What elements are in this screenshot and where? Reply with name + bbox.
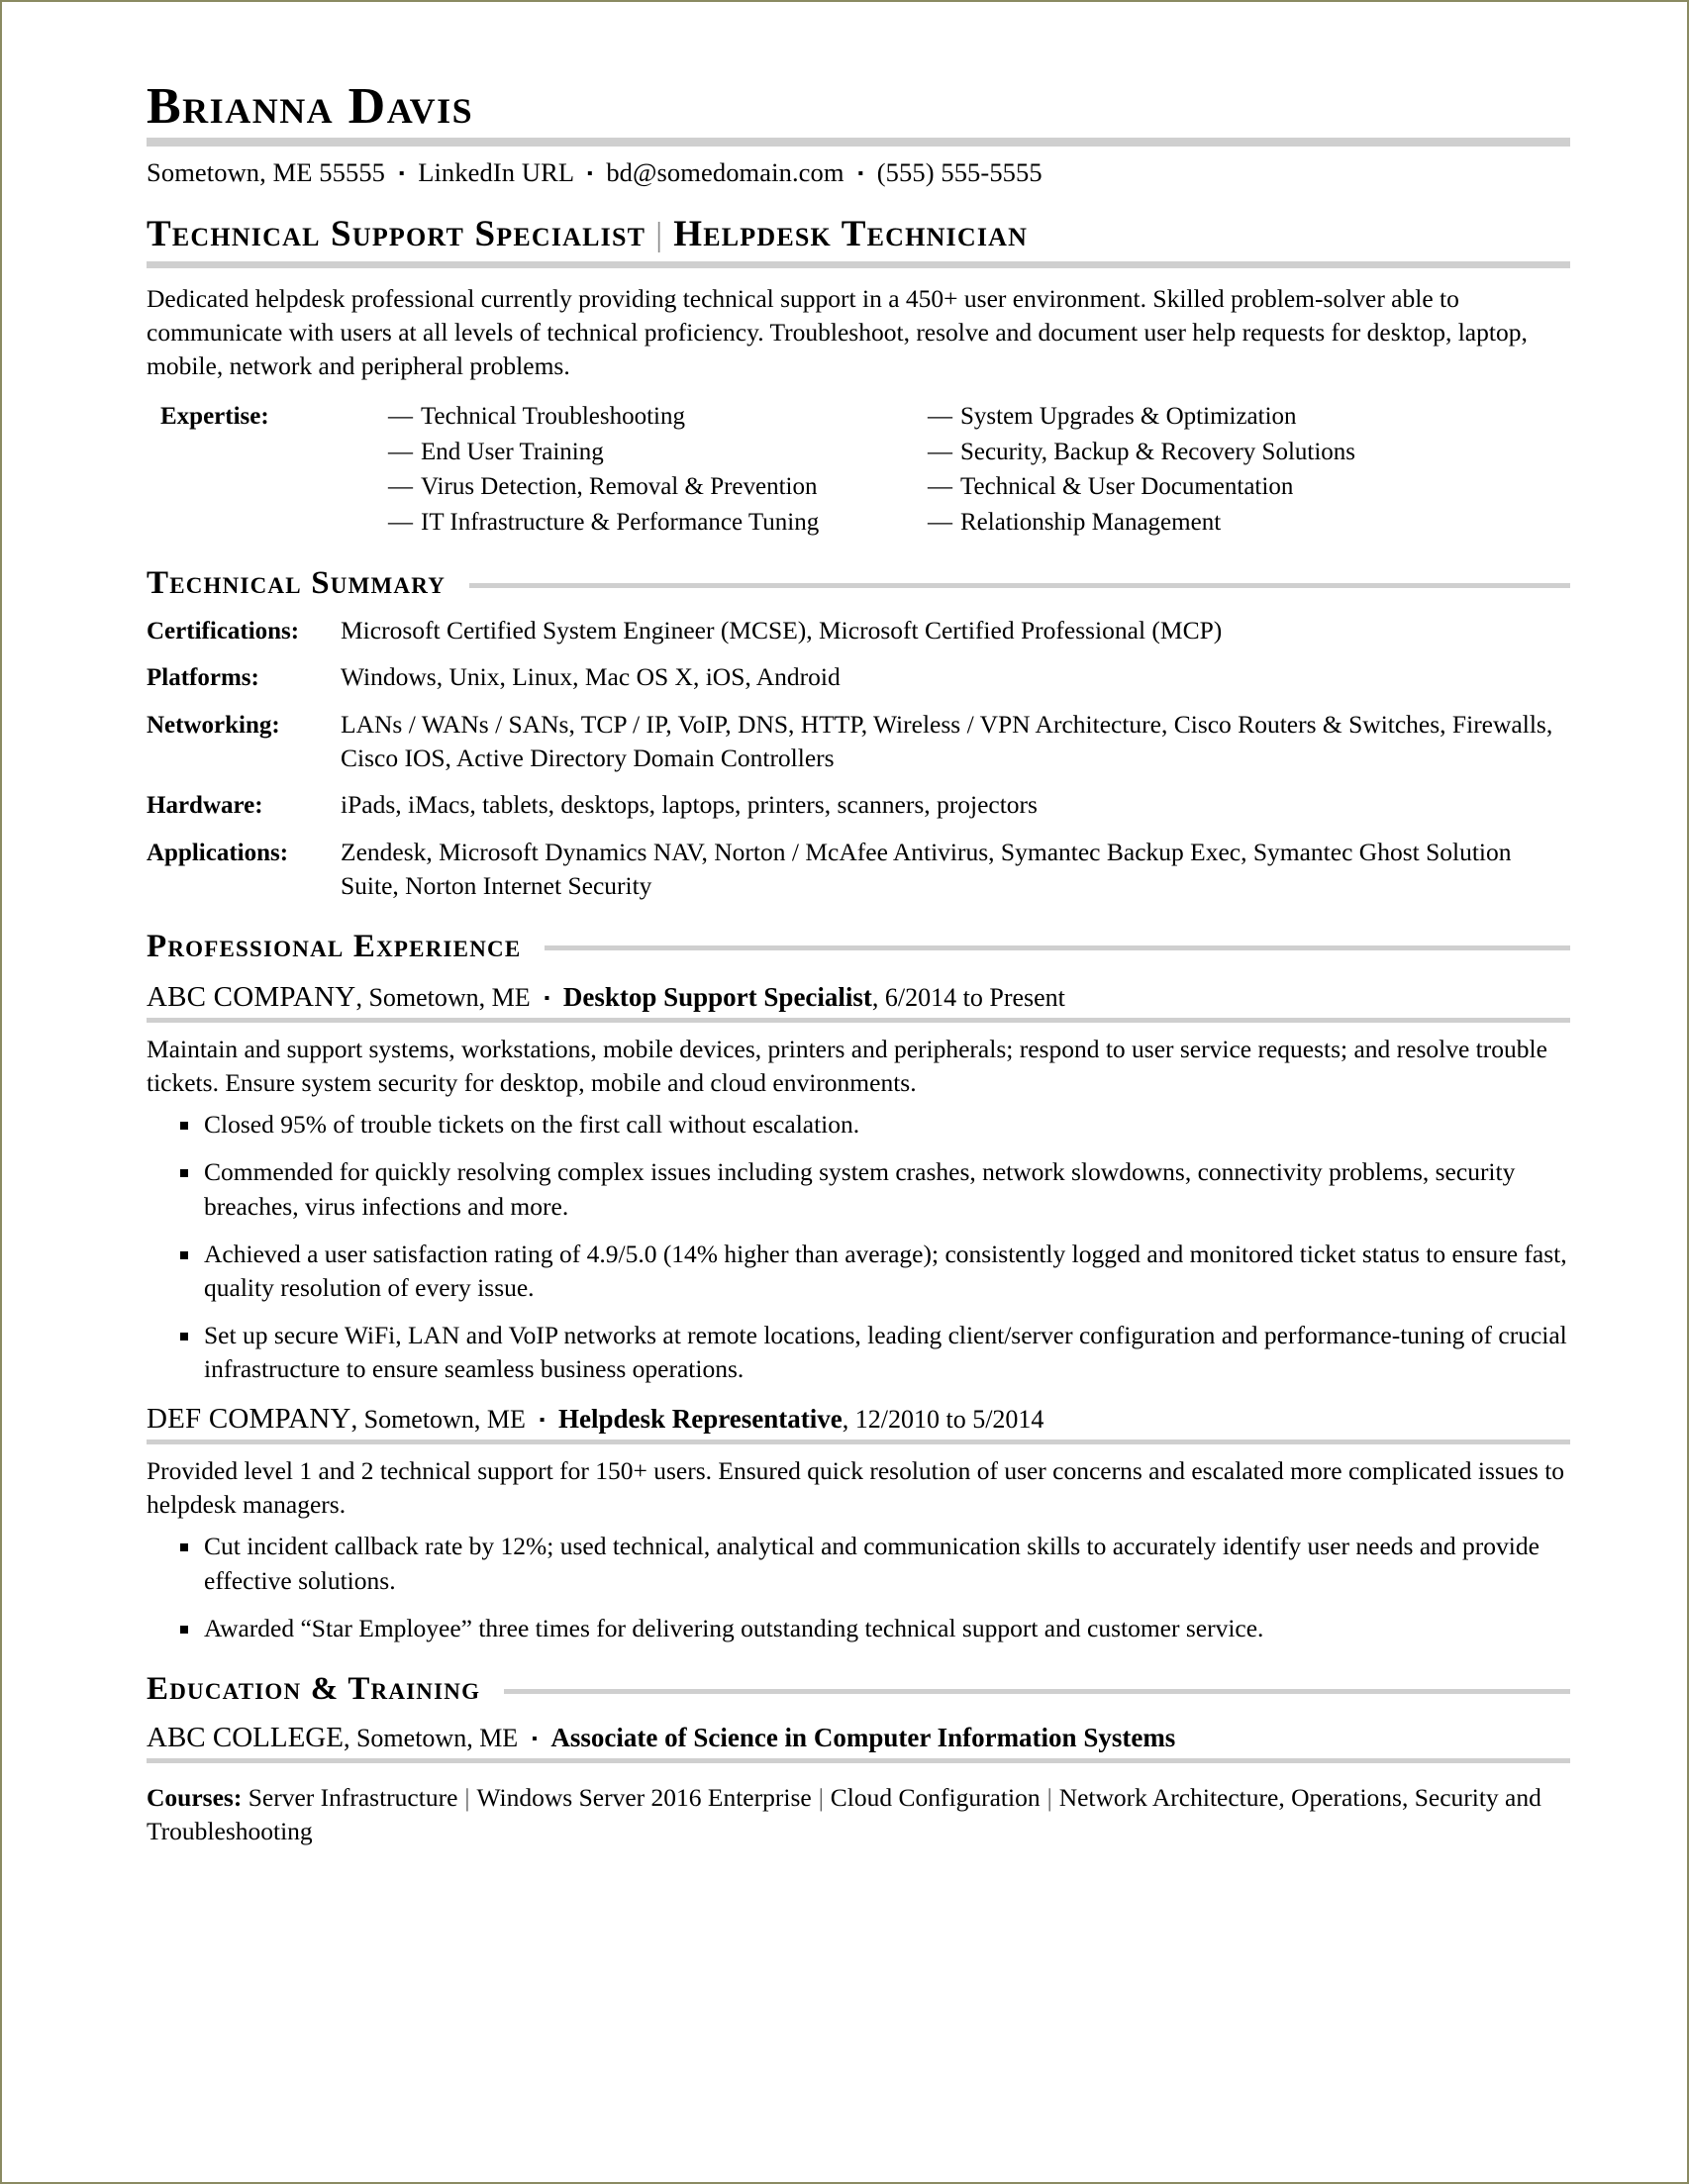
em-dash-icon: — [388,438,413,465]
section-title: Professional Experience [147,928,522,964]
em-dash-icon: — [388,473,413,501]
square-bullet-icon: ▪ [857,165,863,183]
technical-summary-label: Platforms: [147,664,259,692]
job-achievements-list [147,1108,1570,1386]
profile-summary: Dedicated helpdesk professional currently providing technical support in a 450+ user environment. Skilled problem-solver able to communicate with users at all levels of technical proficiency. Troubleshoot, resolve and document user help requests for desktop, laptop, mobile, network and peripheral problems. [147,283,1528,381]
job-description: Provided level 1 and 2 technical support for 150+ users. Ensured quick resolution of user concerns and escalated more complicated issues to helpdesk managers. [147,1456,1565,1520]
job-description: Maintain and support systems, workstations, mobile devices, printers and peripherals; respond to user service requests; and resolve trouble tickets. Ensure system security for desktop, mobile and cloud environments. [147,1034,1547,1098]
pipe-separator-icon: | [1046,1782,1052,1812]
job-location-sep: , [350,1405,364,1435]
job-achievement-item: Set up secure WiFi, LAN and VoIP networks at remote locations, leading client/server configuration and performance-tuning of crucial infrastructure to ensure seamless business operations. [147,1319,1570,1386]
em-dash-icon: — [928,403,952,431]
em-dash-icon: — [928,438,952,465]
education-school: ABC COLLEGE [147,1722,344,1754]
contact-email[interactable]: bd@somedomain.com [606,157,844,188]
job-title: Desktop Support Specialist [562,982,872,1013]
square-bullet-icon: ▪ [539,1412,546,1430]
expertise-item-label: IT Infrastructure & Performance Tuning [421,508,820,536]
square-bullet-icon: ▪ [531,1731,538,1748]
job-achievement-item: Achieved a user satisfaction rating of 4.9/5.0 (14% higher than average); consistently logged and monitored ticket status to ensure fast, quality resolution of every issue. [147,1238,1570,1305]
expertise-label: Expertise: [160,403,269,431]
education-location-sep: , [343,1724,356,1753]
pipe-separator-icon: | [818,1782,824,1812]
expertise-item [388,469,928,505]
technical-summary-label: Applications: [147,839,289,866]
em-dash-icon: — [388,508,413,536]
expertise-column-right [928,399,1570,540]
job-header [147,980,1570,1015]
job-location: Sometown, ME [368,983,531,1013]
job-header [147,1402,1570,1437]
course-item: Network Architecture, Operations, Security and Troubleshooting [147,1782,1541,1846]
technical-summary-row [147,614,1570,648]
technical-summary-row [147,660,1570,695]
education-header [147,1721,1570,1755]
expertise-block [147,399,1570,540]
expertise-item [928,435,1570,470]
section-header-education-training [147,1671,1570,1707]
square-bullet-icon: ▪ [398,165,405,183]
section-rule [545,945,1570,950]
headline-secondary: Helpdesk Technician [673,214,1029,255]
expertise-item-label: Technical Troubleshooting [421,403,685,431]
education-degree: Associate of Science in Computer Information Systems [550,1723,1176,1753]
resume-content [2,2,1687,2182]
job-dates: 12/2010 to 5/2014 [854,1405,1044,1435]
expertise-column-left [388,399,928,540]
expertise-item-label: Relationship Management [960,508,1222,536]
job-achievement-item: Closed 95% of trouble tickets on the first call without escalation. [147,1108,1570,1142]
em-dash-icon: — [928,473,952,501]
expertise-item [388,435,928,470]
expertise-item-label: End User Training [421,438,604,465]
header-block [147,79,1570,134]
expertise-item [388,505,928,541]
section-title: Education & Training [147,1670,481,1707]
technical-summary-row [147,836,1570,903]
headline-divider-rule [147,261,1570,268]
job-dates-sep: , [842,1405,855,1435]
headline-divider: | [655,217,664,254]
job-location: Sometown, ME [363,1405,526,1435]
courses-line [147,1781,1570,1848]
technical-summary-value: iPads, iMacs, tablets, desktops, laptops, printers, scanners, projectors [341,790,1038,819]
expertise-item-label: System Upgrades & Optimization [960,403,1297,431]
expertise-columns [388,399,1570,540]
job-location-sep: , [355,983,369,1013]
contact-line [147,156,1570,189]
courses-label: Courses: [147,1782,243,1812]
job-company: DEF COMPANY [147,1403,351,1436]
technical-summary-row [147,708,1570,775]
job-achievement-item: Commended for quickly resolving complex issues including system crashes, network slowdowns, connectivity problems, security breaches, virus infections and more. [147,1155,1570,1223]
job-divider-rule [147,1439,1570,1444]
square-bullet-icon: ▪ [586,165,593,183]
header-divider-rule [147,138,1570,147]
expertise-item-label: Technical & User Documentation [960,473,1294,501]
technical-summary-value: Windows, Unix, Linux, Mac OS X, iOS, Android [341,662,841,692]
job-achievement-item: Cut incident callback rate by 12%; used technical, analytical and communication skills to accurately identify user needs and provide effective solutions. [147,1530,1570,1597]
job-achievements-list [147,1530,1570,1644]
contact-linkedin[interactable]: LinkedIn URL [418,157,574,188]
job-divider-rule [147,1018,1570,1023]
em-dash-icon: — [928,508,952,536]
professional-headline [147,215,1570,255]
course-item: Server Infrastructure [248,1782,458,1812]
square-bullet-icon: ▪ [544,990,550,1008]
technical-summary-row [147,788,1570,823]
education-location: Sometown, ME [355,1724,519,1753]
technical-summary-value: Microsoft Certified System Engineer (MCSE), Microsoft Certified Professional (MCP) [341,615,1223,645]
course-item: Cloud Configuration [830,1782,1041,1812]
job-dates: 6/2014 to Present [884,983,1065,1013]
section-rule [469,583,1570,588]
education-divider-rule [147,1758,1570,1763]
job-company: ABC COMPANY [147,981,356,1014]
section-title: Technical Summary [147,565,447,602]
expertise-item [388,399,928,435]
contact-phone: (555) 555-5555 [876,157,1043,188]
section-header-technical-summary [147,565,1570,601]
candidate-name: Brianna Davis [147,78,474,135]
expertise-item [928,469,1570,505]
job-achievement-item: Awarded “Star Employee” three times for delivering outstanding technical support and customer service. [147,1612,1570,1645]
section-rule [504,1689,1570,1694]
job-dates-sep: , [871,983,885,1013]
expertise-item [928,505,1570,541]
technical-summary-value: Zendesk, Microsoft Dynamics NAV, Norton / McAfee Antivirus, Symantec Backup Exec, Symantec Ghost Solution Suite, Norton Internet Security [341,837,1512,900]
em-dash-icon: — [388,403,413,431]
expertise-item-label: Security, Backup & Recovery Solutions [960,438,1356,465]
section-header-professional-experience [147,929,1570,964]
headline-primary: Technical Support Specialist [147,214,646,255]
technical-summary-value: LANs / WANs / SANs, TCP / IP, VoIP, DNS, HTTP, Wireless / VPN Architecture, Cisco Routers & Switches, Firewalls, Cisco IOS, Active Directory Domain Controllers [341,709,1553,772]
expertise-item-label: Virus Detection, Removal & Prevention [421,473,818,501]
job-title: Helpdesk Representative [558,1404,843,1435]
expertise-item [928,399,1570,435]
pipe-separator-icon: | [464,1782,470,1812]
technical-summary-label: Certifications: [147,617,300,645]
technical-summary-label: Networking: [147,711,280,739]
course-item: Windows Server 2016 Enterprise [476,1782,812,1812]
technical-summary-label: Hardware: [147,792,263,819]
contact-location: Sometown, ME 55555 [147,157,386,188]
technical-summary-table [147,614,1570,903]
